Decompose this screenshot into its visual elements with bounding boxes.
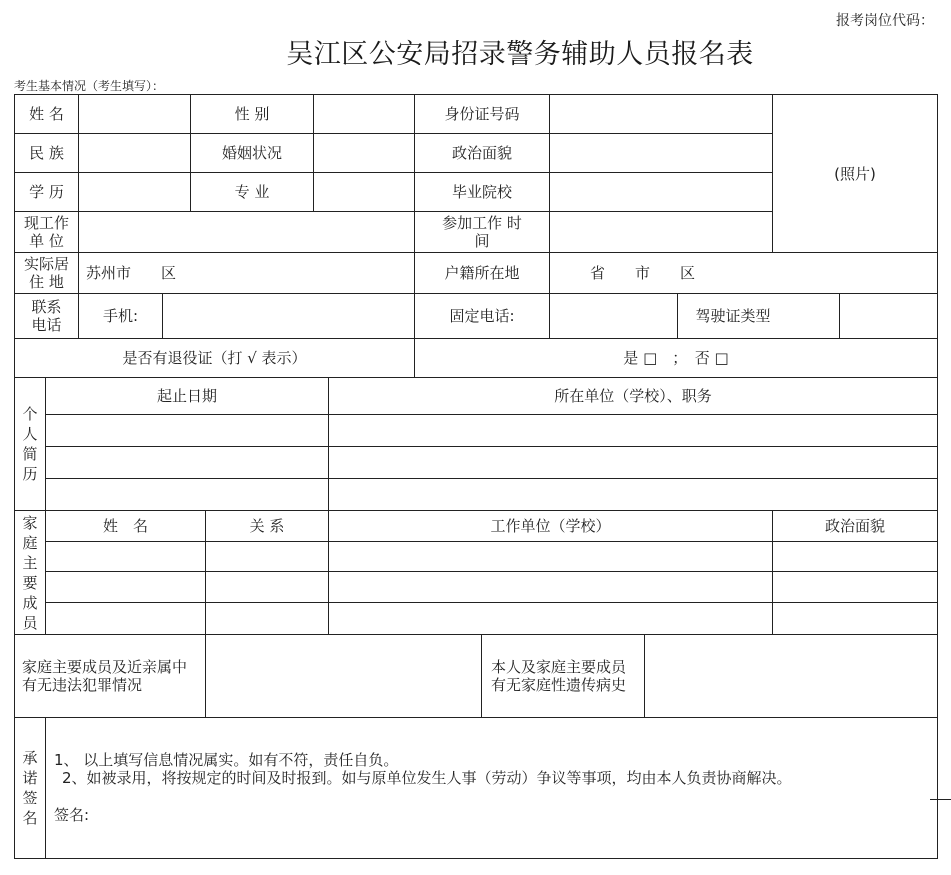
- resume-col-unit: 所在单位（学校）、职务: [554, 387, 712, 405]
- family-row-1-name[interactable]: [46, 542, 205, 571]
- residence-label: [15, 253, 78, 293]
- family-row-3-work[interactable]: [329, 603, 772, 634]
- work-unit-label: [15, 212, 78, 252]
- resume-row-3-unit[interactable]: [329, 479, 937, 510]
- landline-input[interactable]: [550, 294, 677, 338]
- hukou-value[interactable]: 省 市 区: [590, 264, 696, 282]
- contact-label: [15, 294, 78, 338]
- work-unit-label-line1: 现工作: [23, 214, 69, 232]
- resume-row-1-dates[interactable]: [46, 415, 328, 446]
- mobile-input[interactable]: [163, 294, 414, 338]
- crime-record-label: 家庭主要成员及近亲属中 有无违法犯罪情况: [22, 658, 188, 694]
- work-unit-input[interactable]: [79, 212, 414, 252]
- family-row-2-work[interactable]: [329, 572, 772, 602]
- name-input[interactable]: [79, 95, 190, 133]
- gender-input[interactable]: [314, 95, 414, 133]
- graduated-school-input[interactable]: [550, 173, 772, 211]
- post-code-label: 报考岗位代码：: [836, 13, 934, 29]
- work-start-input[interactable]: [550, 212, 772, 252]
- photo-box[interactable]: (照片): [834, 164, 876, 183]
- id-number-label: 身份证号码: [444, 105, 520, 123]
- pledge-side-label: 承 诺 签 名: [22, 749, 38, 827]
- id-number-input[interactable]: [550, 95, 772, 133]
- gender-label: 性 别: [234, 105, 270, 123]
- marital-status-label: 婚姻状况: [221, 144, 282, 162]
- genetic-history-input[interactable]: [645, 635, 937, 717]
- education-label: 学 历: [29, 183, 64, 201]
- license-input[interactable]: [840, 294, 937, 338]
- family-row-2-relation[interactable]: [206, 572, 328, 602]
- ethnicity-label: 民 族: [29, 144, 64, 162]
- major-label: 专 业: [234, 183, 270, 201]
- signature-label: 签名:: [54, 806, 90, 824]
- family-col-work: 工作单位（学校）: [490, 517, 611, 535]
- family-col-relation: 关 系: [249, 517, 285, 535]
- residence-label-line2: 住 地: [29, 273, 64, 291]
- signature-input[interactable]: [100, 800, 400, 828]
- resume-row-2-unit[interactable]: [329, 447, 937, 478]
- residence-value[interactable]: 苏州市 区: [86, 264, 177, 282]
- family-col-political: 政治面貌: [824, 517, 885, 535]
- contact-label-line2: 电话: [31, 316, 62, 334]
- graduated-school-label: 毕业院校: [451, 183, 512, 201]
- pledge-line-2: 2、如被录用，将按规定的时间及时报到。如与原单位发生人事（劳动）争议等事项，均由本人负责协商解决。: [62, 769, 792, 787]
- mobile-label: 手机:: [102, 307, 139, 325]
- political-status-label: 政治面貌: [451, 144, 512, 162]
- work-start-label-line2: 间: [474, 232, 490, 250]
- pledge-line-1: 1、 以上填写信息情况属实。如有不符，责任自负。: [54, 751, 399, 769]
- veteran-question: 是否有退役证（打 √ 表示）: [122, 349, 307, 367]
- section-label: 考生基本情况（考生填写）：: [14, 79, 165, 93]
- education-input[interactable]: [79, 173, 190, 211]
- landline-label: 固定电话:: [449, 307, 515, 325]
- work-start-label-line1: 参加工作 时: [442, 214, 522, 232]
- family-row-3-political[interactable]: [773, 603, 937, 634]
- resume-row-2-dates[interactable]: [46, 447, 328, 478]
- resume-row-1-unit[interactable]: [329, 415, 937, 446]
- genetic-history-label: 本人及家庭主要成员 有无家庭性遗传病史: [491, 658, 627, 694]
- license-label: 驾驶证类型: [695, 307, 771, 325]
- marital-status-input[interactable]: [314, 134, 414, 172]
- political-status-input[interactable]: [550, 134, 772, 172]
- hukou-label: 户籍所在地: [444, 264, 520, 282]
- contact-label-line1: 联系: [31, 298, 62, 316]
- veteran-answer-checkboxes[interactable]: 是 □ ； 否 □: [623, 349, 729, 367]
- family-row-2-political[interactable]: [773, 572, 937, 602]
- work-start-label: [415, 212, 549, 252]
- family-row-2-name[interactable]: [46, 572, 205, 602]
- resume-side-label: 个 人 简 历: [22, 405, 38, 483]
- residence-label-line1: 实际居: [23, 255, 69, 273]
- family-row-1-political[interactable]: [773, 542, 937, 571]
- family-row-1-work[interactable]: [329, 542, 772, 571]
- family-col-name: 姓 名: [102, 517, 148, 535]
- major-input[interactable]: [314, 173, 414, 211]
- work-unit-label-line2: 单 位: [29, 232, 64, 250]
- resume-col-dates: 起止日期: [156, 387, 217, 405]
- name-label: 姓 名: [29, 105, 64, 123]
- resume-row-3-dates[interactable]: [46, 479, 328, 510]
- family-side-label: 家 庭 主 要 成 员: [22, 513, 38, 632]
- family-row-3-name[interactable]: [46, 603, 205, 634]
- family-row-3-relation[interactable]: [206, 603, 328, 634]
- ethnicity-input[interactable]: [79, 134, 190, 172]
- form-title: 吴江区公安局招录警务辅助人员报名表: [286, 39, 754, 70]
- family-row-1-relation[interactable]: [206, 542, 328, 571]
- crime-record-input[interactable]: [206, 635, 481, 717]
